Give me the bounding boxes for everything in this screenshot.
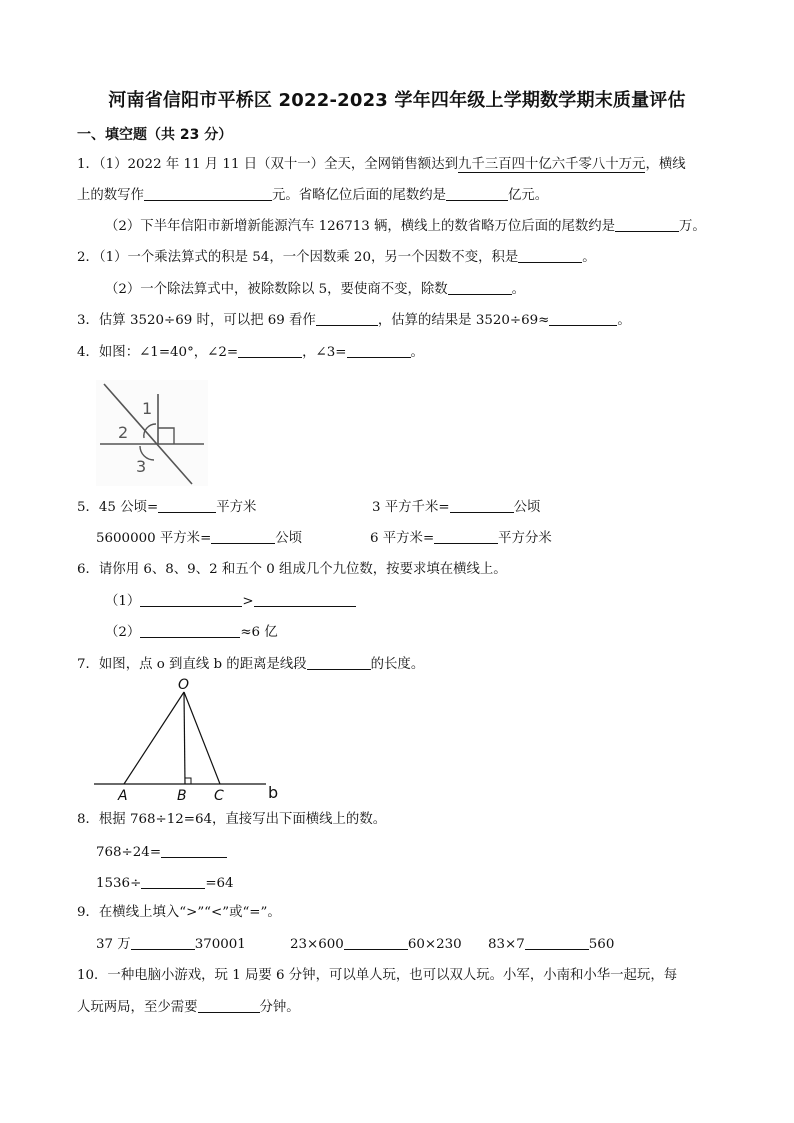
question-5b — [372, 498, 540, 517]
q9a-suffix: 370001 — [194, 937, 246, 952]
q9c-suffix: 560 — [588, 937, 615, 952]
q5b-suffix: 公顷 — [513, 500, 541, 515]
q5b-text: 3 平方千米= — [372, 500, 450, 515]
point-label-c: C — [214, 788, 224, 804]
answer-blank[interactable] — [615, 217, 679, 232]
section-heading: 一、填空题（共 23 分） — [77, 127, 233, 143]
question-5a — [77, 498, 256, 517]
q3-text: 3．估算 3520÷69 时，可以把 69 看作 — [77, 313, 316, 328]
q6a-text: （1） — [105, 594, 141, 609]
answer-blank[interactable] — [344, 935, 408, 950]
q3-mid: ，估算的结果是 3520÷69≈ — [377, 313, 550, 328]
line-label-b: b — [268, 783, 279, 802]
q5c-text: 5600000 平方米= — [96, 531, 212, 546]
distance-figure — [90, 674, 286, 804]
q10-suffix: 分钟。 — [259, 1000, 300, 1015]
answer-blank[interactable] — [518, 248, 582, 263]
question-9: 9．在横线上填入“>”“<”或“=”。 — [77, 905, 281, 920]
question-10-cont — [77, 998, 300, 1017]
q8b-text: 1536÷ — [96, 876, 142, 891]
question-4 — [77, 343, 424, 362]
answer-blank[interactable] — [211, 529, 275, 544]
q9b-suffix: 60×230 — [407, 937, 462, 952]
angle-figure — [96, 380, 208, 486]
question-7 — [77, 655, 424, 674]
q9a-text: 37 万 — [96, 937, 131, 952]
q5a-text: 5．45 公顷= — [77, 500, 159, 515]
angle-label-2: 2 — [118, 423, 129, 442]
question-6b — [105, 623, 278, 642]
answer-blank[interactable] — [131, 935, 195, 950]
question-3 — [77, 311, 631, 330]
q8b-suffix: =64 — [205, 876, 234, 891]
q2a-text: 2．（1）一个乘法算式的积是 54，一个因数乘 20，另一个因数不变，积是 — [77, 250, 519, 265]
right-angle-mark — [185, 778, 191, 784]
question-9a — [96, 935, 246, 954]
question-6a — [105, 592, 356, 611]
q2a-suffix: 。 — [582, 250, 596, 265]
question-8: 8．根据 768÷12=64，直接写出下面横线上的数。 — [77, 812, 387, 827]
question-1a — [77, 156, 686, 174]
q5d-suffix: 平方分米 — [498, 531, 552, 546]
q4-text: 4．如图：∠1=40°，∠2= — [77, 345, 239, 360]
answer-blank[interactable] — [446, 186, 508, 201]
q6b-text: （2） — [105, 625, 141, 640]
question-10: 10．一种电脑小游戏，玩 1 局要 6 分钟，可以单人玩，也可以双人玩。小军，小南和小华一起玩，每 — [77, 968, 678, 983]
question-6: 6．请你用 6、8、9、2 和五个 0 组成几个九位数，按要求填在横线上。 — [77, 562, 507, 577]
point-label-a: A — [118, 788, 128, 804]
q4-suffix: 。 — [410, 345, 424, 360]
answer-blank[interactable] — [434, 529, 498, 544]
q3-suffix: 。 — [617, 313, 631, 328]
answer-blank[interactable] — [140, 623, 240, 638]
q1a-text: 1．（1）2022 年 11 月 11 日（双十一）全天，全网销售额达到 — [77, 157, 458, 172]
question-2b — [105, 280, 525, 299]
point-label-b: B — [177, 788, 187, 804]
q7-suffix: 的长度。 — [370, 657, 425, 672]
segment-oc — [184, 692, 220, 784]
q7-text: 7．如图，点 o 到直线 b 的距离是线段 — [77, 657, 307, 672]
answer-blank[interactable] — [448, 280, 512, 295]
answer-blank[interactable] — [158, 498, 216, 513]
answer-blank[interactable] — [307, 655, 371, 670]
q5c-suffix: 公顷 — [275, 531, 303, 546]
question-8a — [96, 843, 227, 862]
q1a2-mid: 元。省略亿位后面的尾数约是 — [271, 188, 447, 203]
question-1a-cont — [77, 186, 548, 205]
answer-blank[interactable] — [525, 935, 589, 950]
q1b-suffix: 万。 — [679, 219, 706, 234]
answer-blank[interactable] — [450, 498, 514, 513]
page-title: 河南省信阳市平桥区 2022-2023 学年四年级上学期数学期末质量评估 — [108, 90, 686, 111]
q10-text: 人玩两局，至少需要 — [77, 1000, 198, 1015]
answer-blank[interactable] — [549, 311, 617, 326]
answer-blank[interactable] — [141, 874, 205, 889]
q1a2-suffix: 亿元。 — [508, 188, 549, 203]
q1a-suffix: ，横线 — [645, 157, 686, 172]
point-label-o: O — [178, 677, 190, 693]
segment-oa — [124, 692, 184, 784]
q2b-suffix: 。 — [511, 282, 526, 297]
question-5c — [96, 529, 302, 548]
question-2a — [77, 248, 596, 267]
q9b-text: 23×600 — [290, 937, 344, 952]
answer-blank[interactable] — [140, 592, 242, 607]
angle-label-3: 3 — [136, 457, 147, 476]
figure-background — [96, 380, 208, 486]
question-9c — [488, 935, 614, 954]
answer-blank[interactable] — [161, 843, 227, 858]
q2b-text: （2）一个除法算式中，被除数除以 5，要使商不变，除数 — [105, 282, 448, 297]
question-8b — [96, 874, 234, 893]
answer-blank[interactable] — [347, 343, 411, 358]
segment-ob — [184, 692, 185, 784]
answer-blank[interactable] — [254, 592, 356, 607]
q5a-suffix: 平方米 — [216, 500, 257, 515]
q4-mid: ，∠3= — [302, 345, 347, 360]
q6a-mid: > — [242, 594, 254, 609]
answer-blank[interactable] — [144, 186, 272, 201]
answer-blank[interactable] — [198, 998, 260, 1013]
q8a-text: 768÷24= — [96, 845, 162, 860]
answer-blank[interactable] — [238, 343, 302, 358]
q1b-text: （2）下半年信阳市新增新能源汽车 126713 辆，横线上的数省略万位后面的尾数约是 — [105, 219, 616, 234]
q9c-text: 83×7 — [488, 937, 525, 952]
question-1b — [105, 217, 706, 236]
angle-label-1: 1 — [142, 399, 153, 418]
answer-blank[interactable] — [316, 311, 378, 326]
question-9b — [290, 935, 462, 954]
q1a-underlined-number: 九千三百四十亿六千零八十万元 — [457, 157, 646, 172]
q6b-suffix: ≈6 亿 — [240, 625, 278, 640]
question-5d — [370, 529, 552, 548]
q5d-text: 6 平方米= — [370, 531, 435, 546]
q1a2-text: 上的数写作 — [77, 188, 144, 203]
